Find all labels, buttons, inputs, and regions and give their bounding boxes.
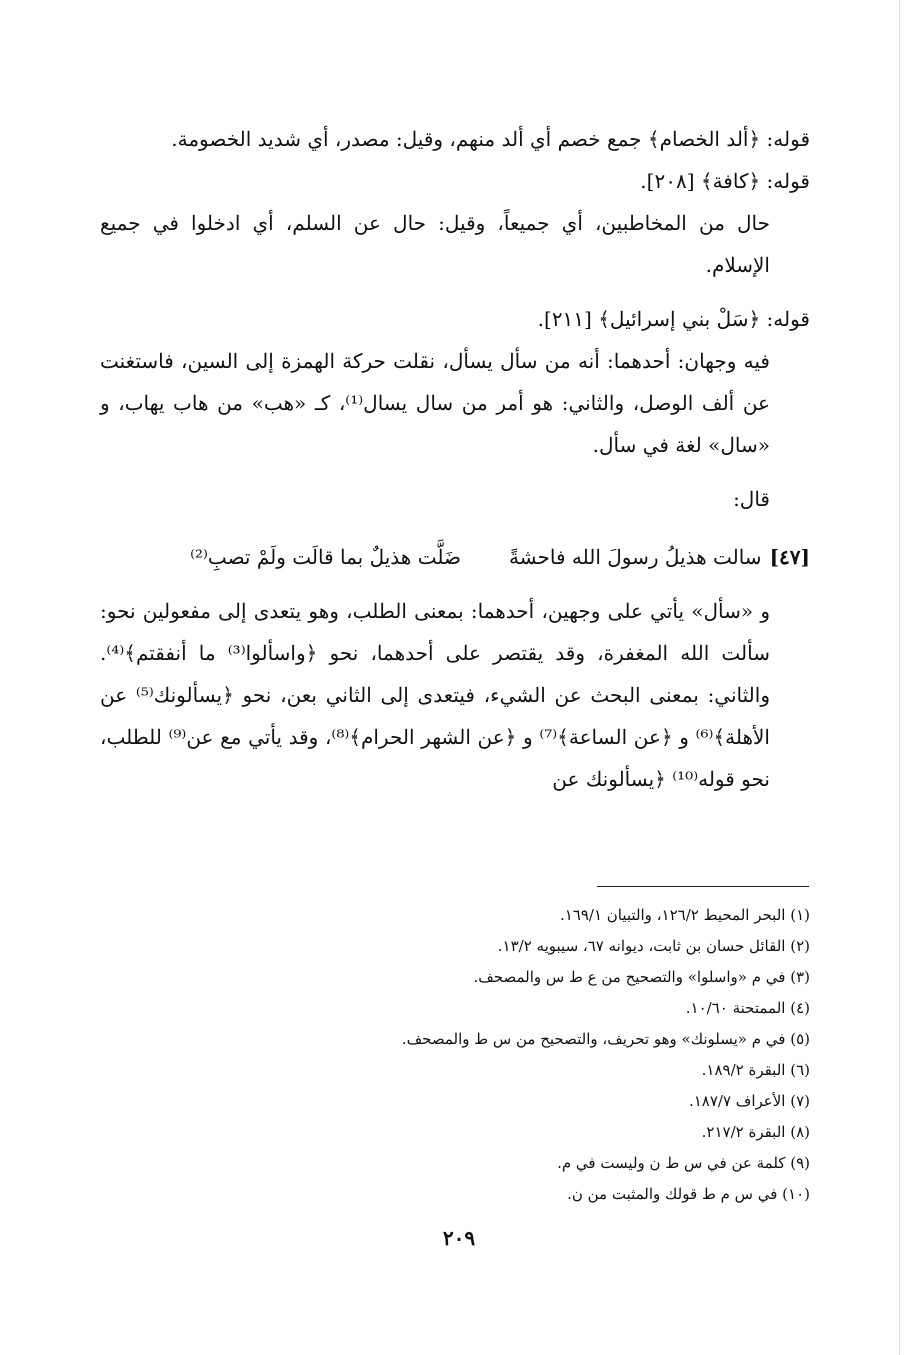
footnote: (٤) الممتحنة ١٠/٦٠. xyxy=(685,999,810,1017)
verse-first-hemistich: سالت هذيلُ رسولَ الله فاحشةً xyxy=(508,545,762,569)
paragraph: حال من المخاطبين، أي جميعاً، وقيل: حال عن السلم، أي ادخلوا في جميع الإسلام. xyxy=(100,211,770,277)
paragraph: فيه وجهان: أحدهما: أنه من سأل يسأل، نقلت حركة الهمزة إلى السين، فاستغنت عن ألف الوصل، والثاني: هو أمر من سال يسال⁽¹⁾، كـ «هب» من هاب يهاب، و «سال» لغة في سأل. xyxy=(100,349,770,457)
footnotes xyxy=(100,900,810,1210)
paragraph: و «سأل» يأتي على وجهين، أحدهما: بمعنى الطلب، وهو يتعدى إلى مفعولين نحو: سألت الله المغفرة، وقد يقتصر على أحدهما، نحو ﴿واسألوا⁽³⁾ ما أنفقتم﴾⁽⁴⁾. والثاني: بمعنى البحث عن الشيء، فيتعدى إلى الثاني بعن، نحو ﴿يسألونك⁽⁵⁾ عن الأهلة﴾⁽⁶⁾ و ﴿عن الساعة﴾⁽⁷⁾ و ﴿عن الشهر الحرام﴾⁽⁸⁾، وقد يأتي مع عن⁽⁹⁾ للطلب، نحو قوله⁽¹⁰⁾ ﴿يسألونك عن xyxy=(100,599,770,791)
footnote: (٥) في م «يسلونك» وهو تحريف، والتصحيح من س ط والمصحف. xyxy=(401,1030,810,1048)
footnote: (٢) القائل حسان بن ثابت، ديوانه ٦٧، سيبويه ١٣/٢. xyxy=(497,937,810,955)
paragraph: قوله: ﴿سَلْ بني إسرائيل﴾ [٢١١]. xyxy=(537,307,810,331)
footnote: (١) البحر المحيط ١٢٦/٢، والتبيان ١٦٩/١. xyxy=(559,906,810,924)
scan-edge-dots xyxy=(898,0,900,1355)
footnote: (٨) البقرة ٢١٧/٢. xyxy=(701,1123,810,1141)
main-text xyxy=(100,118,810,800)
footnote: (٦) البقرة ١٨٩/٢. xyxy=(701,1061,810,1079)
paragraph: قوله: ﴿كافة﴾ [٢٠٨]. xyxy=(640,169,810,193)
poetry-verse xyxy=(100,536,810,578)
footnote-separator xyxy=(597,886,809,887)
verse-second-hemistich: ضَلَّت هذيلٌ بما قالَت ولَمْ تصبِ⁽²⁾ xyxy=(190,545,461,569)
paragraph: قوله: ﴿ألد الخصام﴾ جمع خصم أي ألد منهم، وقيل: مصدر، أي شديد الخصومة. xyxy=(171,127,810,151)
page-number: ٢٠٩ xyxy=(442,1226,476,1250)
footnote: (٩) كلمة عن في س ط ن وليست في م. xyxy=(557,1154,810,1172)
verse-number: [٤٧] xyxy=(769,545,810,569)
paragraph: قال: xyxy=(733,487,770,511)
footnote: (٣) في م «واسلوا» والتصحيح من ع ط س والمصحف. xyxy=(473,968,810,986)
footnote: (١٠) في س م ط قولك والمثبت من ن. xyxy=(567,1185,810,1203)
footnote: (٧) الأعراف ١٨٧/٧. xyxy=(688,1092,810,1110)
